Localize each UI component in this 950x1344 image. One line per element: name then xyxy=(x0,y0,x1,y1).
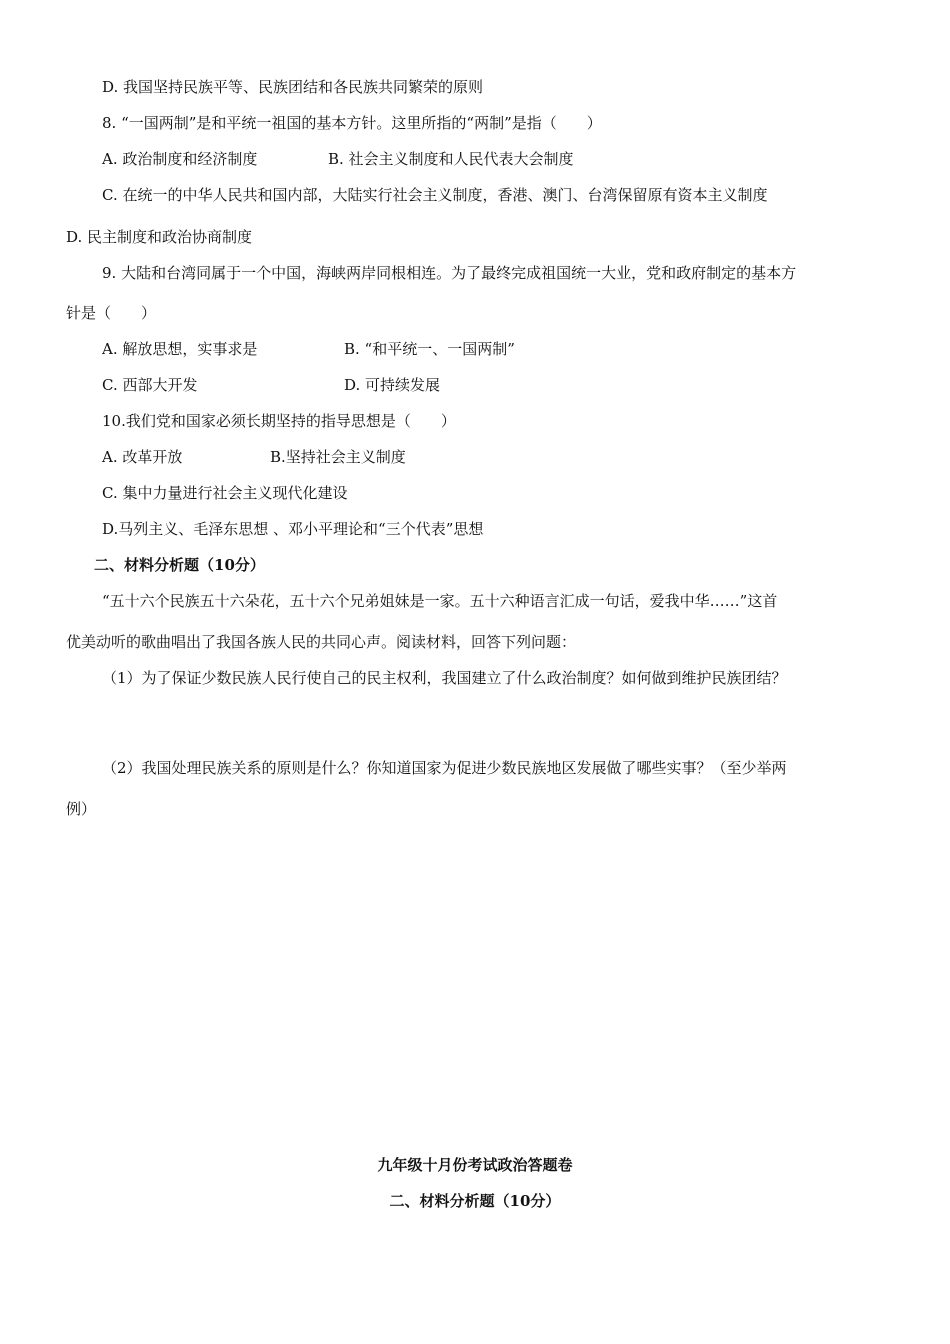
q8-option-a: A. 政治制度和经济制度 xyxy=(102,150,258,168)
question-2-line2: 例） xyxy=(66,800,97,818)
q10-option-d: D.马列主义、毛泽东思想 、邓小平理论和“三个代表”思想 xyxy=(102,520,484,538)
q10-option-c: C. 集中力量进行社会主义现代化建设 xyxy=(102,484,348,502)
q9-option-d: D. 可持续发展 xyxy=(344,376,441,394)
section2-heading: 二、材料分析题（10分） xyxy=(94,556,265,574)
q9-option-c: C. 西部大开发 xyxy=(102,376,198,394)
q8-option-d: D. 民主制度和政治协商制度 xyxy=(66,228,253,246)
answer-sheet-section-heading: 二、材料分析题（10分） xyxy=(389,1192,561,1210)
q9-option-b: B. “和平统一、一国两制” xyxy=(344,340,515,358)
material-line2: 优美动听的歌曲唱出了我国各族人民的共同心声。阅读材料，回答下列问题： xyxy=(66,633,577,651)
q9-stem-line2: 针是（ ） xyxy=(66,304,157,322)
answer-sheet-title: 九年级十月份考试政治答题卷 xyxy=(377,1156,573,1174)
material-line1: “五十六个民族五十六朵花，五十六个兄弟姐妹是一家。五十六种语言汇成一句话，爱我中华……”这首 xyxy=(102,592,778,610)
question-1: （1）为了保证少数民族人民行使自己的民主权利，我国建立了什么政治制度？如何做到维护民族团结？ xyxy=(102,669,787,687)
q10-option-a: A. 改革开放 xyxy=(102,448,183,466)
q8-option-b: B. 社会主义制度和人民代表大会制度 xyxy=(328,150,574,168)
q9-option-a: A. 解放思想，实事求是 xyxy=(102,340,258,358)
q7-option-d: D. 我国坚持民族平等、民族团结和各民族共同繁荣的原则 xyxy=(102,78,484,96)
q9-stem-line1: 9. 大陆和台湾同属于一个中国，海峡两岸同根相连。为了最终完成祖国统一大业，党和政府制定的基本方 xyxy=(102,264,797,282)
q10-stem: 10.我们党和国家必须长期坚持的指导思想是（ ） xyxy=(102,412,456,430)
q10-option-b: B.坚持社会主义制度 xyxy=(270,448,406,466)
q8-stem: 8. “一国两制”是和平统一祖国的基本方针。这里所指的“两制”是指（ ） xyxy=(102,114,602,132)
q8-option-c: C. 在统一的中华人民共和国内部，大陆实行社会主义制度，香港、澳门、台湾保留原有资本主义制度 xyxy=(102,186,768,204)
question-2-line1: （2）我国处理民族关系的原则是什么？你知道国家为促进少数民族地区发展做了哪些实事？（至少举两 xyxy=(102,759,787,777)
